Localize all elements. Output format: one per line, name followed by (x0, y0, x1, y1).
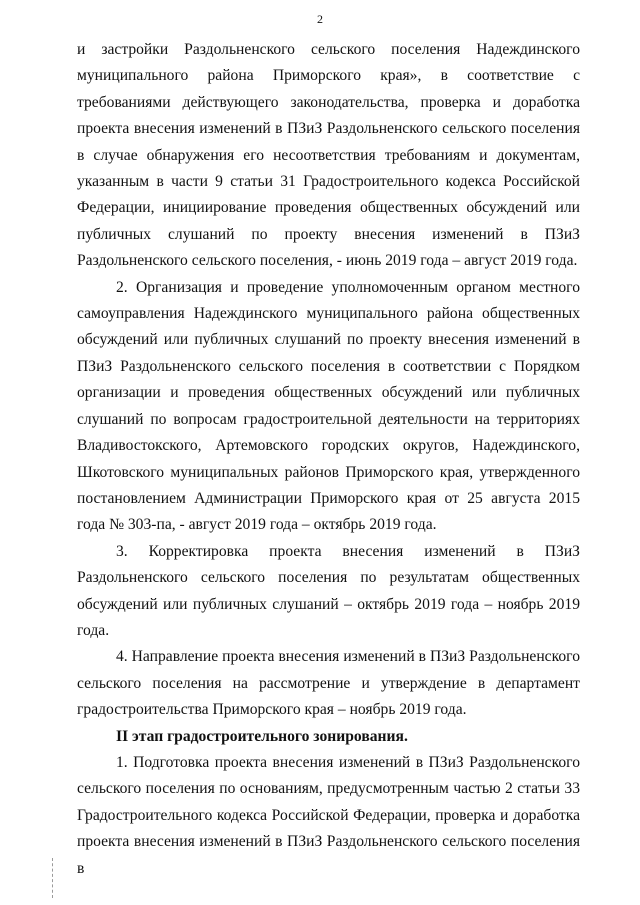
paragraph-item-4: 4. Направление проекта внесения изменений в ПЗиЗ Раздольненского сельского поселения на рассмотрение и утверждение в департамент градостроительства Приморского края – ноябрь 2019 года. (77, 648, 580, 719)
page-number: 2 (317, 12, 323, 26)
paragraph-continuation: и застройки Раздольненского сельского поселения Надеждинского муниципального района Приморского края», в соответствие с требованиями действующего законодательства, проверка и доработка проекта внесения изменений в ПЗиЗ Раздольненского сельского поселения в случае обнаружения его несоответствия требованиям и документам, указанным в части 9 статьи 31 Градостроительного кодекса Российской Федерации, инициирование проведения общественных обсуждений или публичных слушаний по проекту внесения изменений в ПЗиЗ Раздольненского сельского поселения, - июнь 2019 года – август 2019 года. (77, 41, 580, 270)
document-body (77, 37, 580, 882)
scan-margin-mark (52, 858, 53, 898)
paragraph-item-2: 2. Организация и проведение уполномоченным органом местного самоуправления Надеждинского муниципального района общественных обсуждений или публичных слушаний по проекту внесения изменений в ПЗиЗ Раздольненского сельского поселения в соответствии с Порядком организации и проведения общественных обсуждений или публичных слушаний по вопросам градостроительной деятельности на территориях Владивостокского, Артемовского городских округов, Надеждинского, Шкотовского муниципальных районов Приморского края, утвержденного постановлением Администрации Приморского края от 25 августа 2015 года № 303-па, - август 2019 года – октябрь 2019 года. (77, 278, 580, 534)
paragraph-item-3: 3. Корректировка проекта внесения изменений в ПЗиЗ Раздольненского сельского поселения по результатам общественных обсуждений или публичных слушаний – октябрь 2019 года – ноябрь 2019 года. (77, 542, 580, 639)
paragraph-item-1-stage-2: 1. Подготовка проекта внесения изменений в ПЗиЗ Раздольненского сельского поселения по основаниям, предусмотренным частью 2 статьи 33 Градостроительного кодекса Российской Федерации, проверка и доработка проекта внесения изменений в ПЗиЗ Раздольненского сельского поселения в (77, 753, 580, 877)
section-heading: II этап градостроительного зонирования. (116, 727, 408, 745)
